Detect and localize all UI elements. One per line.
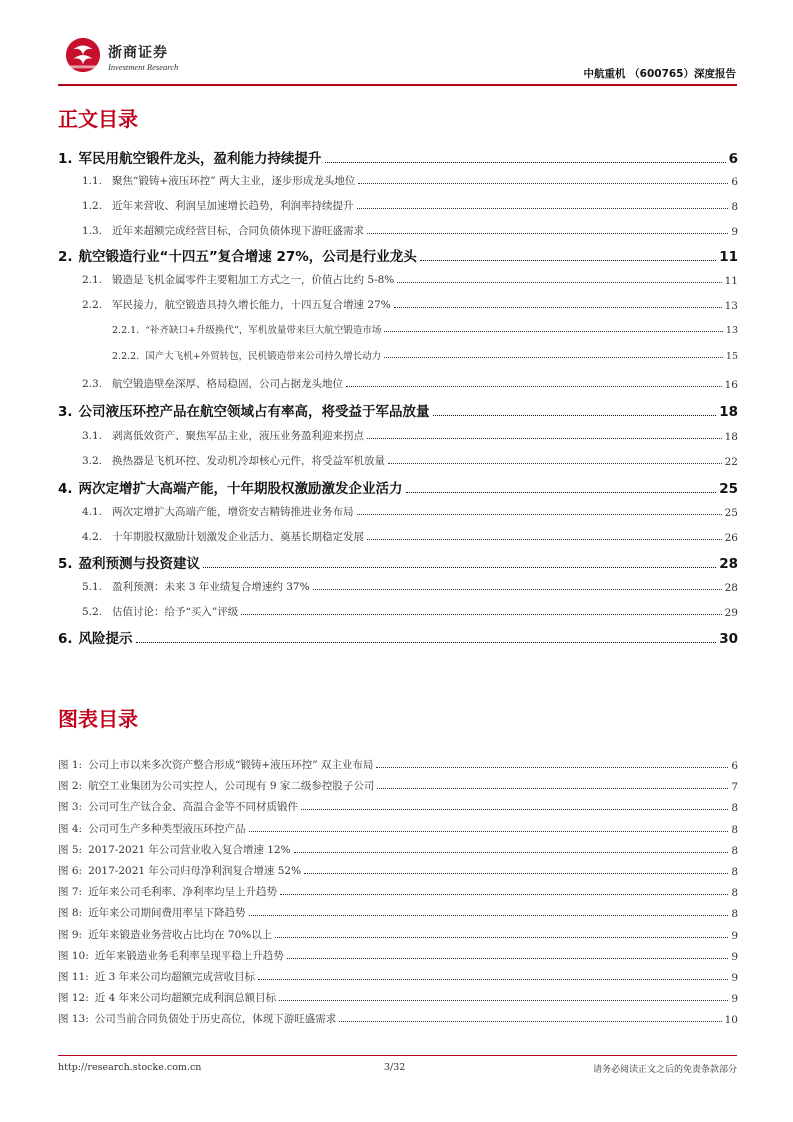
- figure-caption: 近 4 年来公司均超额完成利润总额目标: [94, 992, 277, 1004]
- leader-dots: [420, 260, 716, 261]
- toc-entry-number: 3.1.: [82, 430, 103, 442]
- leader-dots: [275, 937, 728, 938]
- figure-entry[interactable]: [58, 968, 738, 984]
- figure-caption: 2017-2021 年公司归母净利润复合增速 52%: [88, 865, 302, 877]
- toc-entry-number: 6.: [58, 631, 73, 647]
- figure-caption: 近年来锻造业务毛利率呈现平稳上升趋势: [94, 950, 284, 962]
- toc-entry[interactable]: [58, 578, 738, 594]
- leader-dots: [357, 514, 722, 515]
- toc-entry-label: [58, 400, 430, 420]
- page-number: 3/32: [384, 1062, 406, 1073]
- figure-entry-label: [58, 990, 276, 1005]
- toc-entry-number: 5.: [58, 556, 73, 572]
- figure-page: 8: [731, 887, 738, 899]
- toc-entry[interactable]: [58, 172, 738, 188]
- figure-number: 图 5:: [58, 844, 83, 856]
- figure-number: 图 2:: [58, 780, 83, 792]
- leader-dots: [384, 331, 723, 332]
- figure-entry[interactable]: [58, 820, 738, 836]
- figure-entry-label: [58, 905, 246, 920]
- leader-dots: [367, 233, 728, 234]
- figure-entry-label: [58, 927, 272, 942]
- header-divider: [58, 84, 737, 86]
- toc-entry[interactable]: [58, 400, 738, 420]
- figure-entry-label: [58, 778, 374, 793]
- toc-entry[interactable]: [58, 347, 738, 362]
- toc-entry-label: [58, 552, 200, 572]
- figure-entry[interactable]: [58, 926, 738, 942]
- toc-entry-number: 3.2.: [82, 455, 103, 467]
- leader-dots: [384, 357, 723, 358]
- page-header: [58, 28, 736, 86]
- report-title: 中航重机 （600765）深度报告: [583, 68, 736, 80]
- toc-entry-number: 2.3.: [82, 378, 103, 390]
- figure-entry[interactable]: [58, 756, 738, 772]
- figure-number: 图 13:: [58, 1013, 89, 1025]
- figure-entry[interactable]: [58, 947, 738, 963]
- leader-dots: [136, 642, 717, 643]
- leader-dots: [241, 614, 721, 615]
- figure-entry[interactable]: [58, 883, 738, 899]
- figure-number: 图 1:: [58, 759, 83, 771]
- figure-entry-label: [58, 757, 373, 772]
- toc-entry-page: 25: [724, 507, 738, 519]
- toc-entry[interactable]: [58, 271, 738, 287]
- toc-entry-page: 11: [724, 275, 738, 287]
- toc-entry[interactable]: [58, 477, 738, 497]
- toc-entry[interactable]: [58, 452, 738, 468]
- toc-entry-text: 近年来超额完成经营目标，合同负债体现下游旺盛需求: [112, 225, 365, 237]
- toc-entry-text: 近年来营收、利润呈加速增长趋势，利润率持续提升: [112, 200, 354, 212]
- footer-disclaimer: 请务必阅读正文之后的免责条款部分: [592, 1065, 737, 1075]
- leader-dots: [280, 894, 728, 895]
- figure-number: 图 3:: [58, 801, 83, 813]
- leader-dots: [346, 386, 722, 387]
- toc-entry-page: 16: [724, 379, 738, 391]
- toc-entry-label: [82, 453, 385, 468]
- toc-entry[interactable]: [58, 503, 738, 519]
- figures-title: 图表目录: [58, 707, 138, 731]
- toc-entry-text: 估值讨论：给予“买入”评级: [112, 606, 239, 618]
- figure-page: 9: [731, 951, 738, 963]
- figure-page: 9: [731, 930, 738, 942]
- company-logo: [58, 36, 178, 80]
- toc-entry-label: [82, 428, 364, 443]
- figure-caption: 近年来锻造业务营收占比均在 70%以上: [88, 929, 273, 941]
- toc-entry-text: 国产大飞机+外贸转包，民机锻造带来公司持久增长动力: [145, 351, 382, 362]
- toc-entry-number: 4.1.: [82, 506, 103, 518]
- toc-entry-page: 30: [719, 631, 738, 647]
- toc-entry-label: [82, 529, 364, 544]
- figure-page: 8: [731, 845, 738, 857]
- toc-entry-text: 盈利预测：未来 3 年业绩复合增速约 37%: [112, 581, 310, 593]
- leader-dots: [249, 831, 729, 832]
- toc-entry-label: [112, 348, 381, 362]
- toc-entry-label: [82, 223, 364, 238]
- toc-entry-label: [82, 604, 238, 619]
- leader-dots: [388, 463, 722, 464]
- toc-entry-page: 15: [725, 351, 738, 362]
- toc-entry-text: 公司液压环控产品在航空领域占有率高，将受益于军品放量: [78, 404, 430, 420]
- leader-dots: [406, 492, 717, 493]
- toc-entry-label: [58, 627, 133, 647]
- leader-dots: [301, 809, 728, 810]
- logo-chinese-name: 浙商证券: [108, 45, 168, 61]
- figure-entry-label: [58, 799, 298, 814]
- toc-entry[interactable]: [58, 375, 738, 391]
- toc-entry-text: 十年期股权激励计划激发企业活力、奠基长期稳定发展: [112, 531, 365, 543]
- toc-entry-page: 6: [728, 151, 738, 167]
- toc-entry-page: 26: [724, 532, 738, 544]
- toc-title: 正文目录: [58, 107, 138, 131]
- figure-caption: 航空工业集团为公司实控人，公司现有 9 家二级参控股子公司: [88, 780, 375, 792]
- toc-entry-number: 1.: [58, 151, 73, 167]
- toc-entry[interactable]: [58, 321, 738, 336]
- toc-entry-page: 6: [731, 176, 738, 188]
- leader-dots: [304, 873, 728, 874]
- figure-entry[interactable]: [58, 862, 738, 878]
- toc-entry-number: 4.2.: [82, 531, 103, 543]
- figure-page: 8: [731, 908, 738, 920]
- toc-entry-number: 2.2.1.: [112, 325, 140, 336]
- toc-entry-text: 航空锻造行业“十四五”复合增速 27%，公司是行业龙头: [78, 249, 417, 265]
- toc-entry-text: 两次定增扩大高端产能，十年期股权激励激发企业活力: [78, 481, 403, 497]
- leader-dots: [287, 958, 729, 959]
- toc-entry-number: 1.3.: [82, 225, 103, 237]
- figure-number: 图 10:: [58, 950, 89, 962]
- figure-entry-label: [58, 863, 301, 878]
- toc-entry[interactable]: [58, 197, 738, 213]
- toc-entry-label: [58, 245, 417, 265]
- leader-dots: [258, 979, 728, 980]
- toc-entry-page: 18: [724, 431, 738, 443]
- figure-entry[interactable]: [58, 777, 738, 793]
- leader-dots: [249, 915, 729, 916]
- toc-entry-text: 航空锻造壁垒深厚、格局稳固，公司占据龙头地位: [112, 378, 344, 390]
- figure-caption: 近年来公司毛利率、净利率均呈上升趋势: [88, 886, 278, 898]
- figure-entry[interactable]: [58, 1010, 738, 1026]
- figure-number: 图 11:: [58, 971, 89, 983]
- toc-entry[interactable]: [58, 147, 738, 167]
- leader-dots: [376, 767, 728, 768]
- toc-entry-text: 聚焦“锻铸+液压环控” 两大主业，逐步形成龙头地位: [112, 175, 356, 187]
- toc-entry[interactable]: [58, 427, 738, 443]
- leader-dots: [377, 788, 728, 789]
- figure-page: 9: [731, 972, 738, 984]
- figure-number: 图 7:: [58, 886, 83, 898]
- figure-entry-label: [58, 821, 246, 836]
- toc-entry-label: [82, 272, 394, 287]
- figure-caption: 公司上市以来多次资产整合形成“锻铸+液压环控” 双主业布局: [88, 759, 374, 771]
- leader-dots: [357, 208, 729, 209]
- toc-entry[interactable]: [58, 552, 738, 572]
- toc-entry-label: [82, 198, 354, 213]
- leader-dots: [279, 1000, 728, 1001]
- toc-entry-page: 22: [724, 456, 738, 468]
- toc-entry-label: [82, 504, 354, 519]
- figure-entry-label: [58, 969, 255, 984]
- leader-dots: [339, 1021, 721, 1022]
- leader-dots: [397, 282, 721, 283]
- toc-entry[interactable]: [58, 627, 738, 647]
- figure-page: 9: [731, 993, 738, 1005]
- figure-caption: 公司可生产多种类型液压环控产品: [88, 823, 246, 835]
- toc-entry-page: 18: [719, 404, 738, 420]
- figure-entry[interactable]: [58, 841, 738, 857]
- figure-entry[interactable]: [58, 989, 738, 1005]
- figure-page: 8: [731, 866, 738, 878]
- figure-number: 图 12:: [58, 992, 89, 1004]
- figure-page: 8: [731, 824, 738, 836]
- toc-entry-number: 2.2.2.: [112, 351, 140, 362]
- toc-entry-label: [82, 579, 310, 594]
- figure-caption: 近年来公司期间费用率呈下降趋势: [88, 907, 246, 919]
- figure-caption: 公司当前合同负债处于历史高位，体现下游旺盛需求: [94, 1013, 337, 1025]
- toc-entry[interactable]: [58, 222, 738, 238]
- toc-entry-number: 5.2.: [82, 606, 103, 618]
- figure-number: 图 4:: [58, 823, 83, 835]
- figure-entry-label: [58, 948, 284, 963]
- figure-entry[interactable]: [58, 798, 738, 814]
- figure-entry-label: [58, 884, 277, 899]
- toc-entry[interactable]: [58, 296, 738, 312]
- figure-caption: 近 3 年来公司均超额完成营收目标: [94, 971, 256, 983]
- toc-entry-number: 4.: [58, 481, 73, 497]
- figure-page: 7: [731, 781, 738, 793]
- figure-number: 图 6:: [58, 865, 83, 877]
- toc-entry-label: [82, 297, 391, 312]
- leader-dots: [367, 539, 722, 540]
- leader-dots: [294, 852, 729, 853]
- figure-entry-label: [58, 842, 291, 857]
- toc-entry-page: 13: [725, 325, 738, 336]
- toc-entry-number: 2.2.: [82, 299, 103, 311]
- toc-entry-text: “补齐缺口+升级换代”，军机放量带来巨大航空锻造市场: [145, 325, 382, 336]
- leader-dots: [367, 438, 722, 439]
- toc-entry-number: 5.1.: [82, 581, 103, 593]
- toc-entry-text: 军民接力，航空锻造具持久增长能力，十四五复合增速 27%: [112, 299, 391, 311]
- toc-entry-page: 28: [724, 582, 738, 594]
- toc-entry-text: 盈利预测与投资建议: [78, 556, 201, 572]
- toc-entry-label: [82, 173, 355, 188]
- toc-entry-page: 28: [719, 556, 738, 572]
- figure-caption: 2017-2021 年公司营业收入复合增速 12%: [88, 844, 291, 856]
- figure-number: 图 9:: [58, 929, 83, 941]
- figure-entry-label: [58, 1011, 336, 1026]
- toc-entry-page: 25: [719, 481, 738, 497]
- toc-entry-number: 1.1.: [82, 175, 103, 187]
- leader-dots: [325, 162, 726, 163]
- figure-caption: 公司可生产钛合金、高温合金等不同材质锻件: [88, 801, 299, 813]
- figure-page: 6: [731, 760, 738, 772]
- toc-entry-label: [112, 322, 381, 336]
- figure-page: 8: [731, 802, 738, 814]
- footer-url[interactable]: http://research.stocke.com.cn: [58, 1062, 202, 1073]
- figure-number: 图 8:: [58, 907, 83, 919]
- toc-entry-page: 29: [724, 607, 738, 619]
- toc-entry-text: 剥离低效资产、聚焦军品主业，液压业务盈利迎来拐点: [112, 430, 365, 442]
- toc-entry-page: 13: [724, 300, 738, 312]
- toc-entry-text: 军民用航空锻件龙头，盈利能力持续提升: [78, 151, 322, 167]
- toc-entry[interactable]: [58, 603, 738, 619]
- logo-english-name: Investment Research: [108, 62, 179, 72]
- leader-dots: [358, 183, 728, 184]
- leader-dots: [433, 415, 717, 416]
- leader-dots: [313, 589, 722, 590]
- toc-entry-label: [58, 477, 403, 497]
- toc-entry-page: 9: [731, 226, 738, 238]
- figure-entry[interactable]: [58, 904, 738, 920]
- toc-entry-text: 两次定增扩大高端产能，增资安吉精铸推进业务布局: [112, 506, 354, 518]
- toc-entry-text: 锻造是飞机金属零件主要粗加工方式之一，价值占比约 5-8%: [112, 274, 395, 286]
- leader-dots: [203, 567, 716, 568]
- toc-entry-page: 8: [731, 201, 738, 213]
- figure-page: 10: [724, 1014, 738, 1026]
- toc-entry-page: 11: [719, 249, 738, 265]
- leader-dots: [394, 307, 722, 308]
- toc-entry[interactable]: [58, 245, 738, 265]
- toc-entry-label: [82, 376, 343, 391]
- footer-divider: [58, 1055, 737, 1056]
- toc-entry-text: 风险提示: [78, 631, 133, 647]
- toc-entry-label: [58, 147, 322, 167]
- toc-entry[interactable]: [58, 528, 738, 544]
- toc-entry-text: 换热器是飞机环控、发动机冷却核心元件，将受益军机放量: [112, 455, 386, 467]
- toc-entry-number: 2.1.: [82, 274, 103, 286]
- toc-entry-number: 1.2.: [82, 200, 103, 212]
- toc-entry-number: 2.: [58, 249, 73, 265]
- logo-mark-icon: [64, 36, 102, 74]
- toc-entry-number: 3.: [58, 404, 73, 420]
